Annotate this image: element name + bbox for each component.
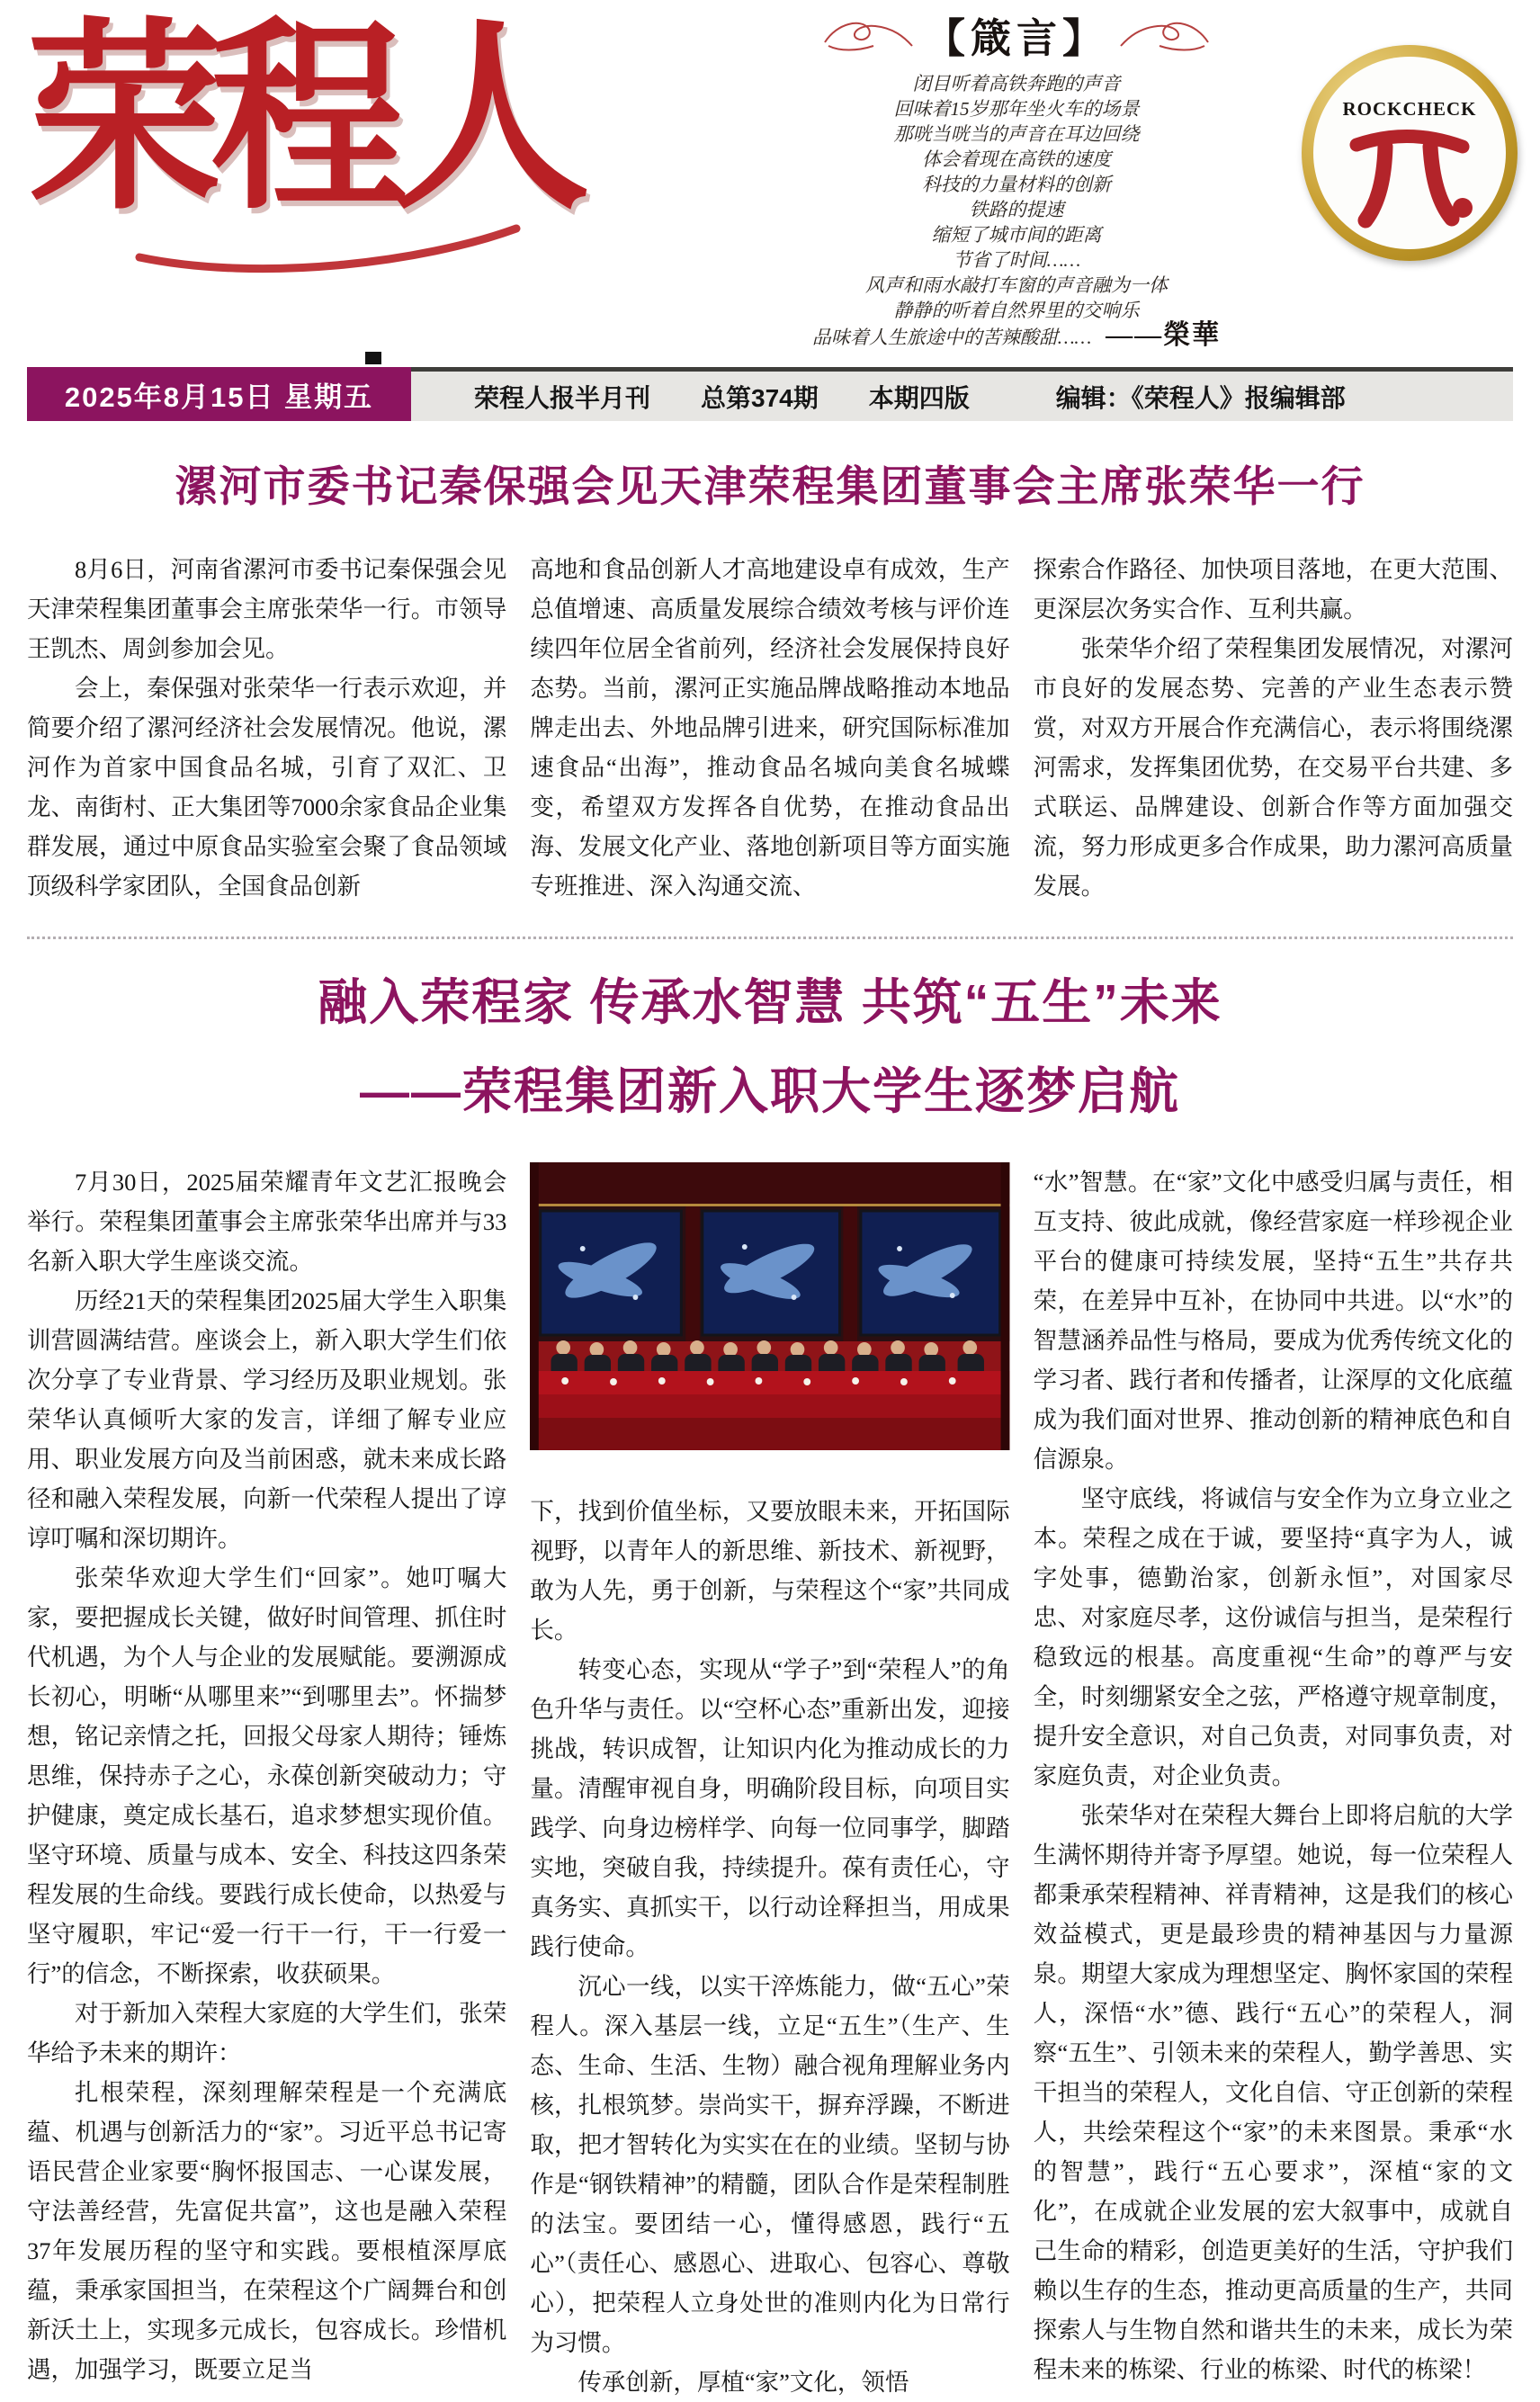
article-2-headline-line2: ——荣程集团新入职大学生逐梦启航 xyxy=(359,1063,1180,1119)
issue-info-bar xyxy=(411,367,1513,421)
editor-credit: 编辑：《荣程人》报编辑部 xyxy=(1055,383,1346,412)
paragraph: 张荣华对在荣程大舞台上即将启航的大学生满怀期待并寄予厚望。她说，每一位荣程人都秉承荣程精神、祥青精神，这是我们的核心效益模式，更是最珍贵的精神基因与力量源泉。期望大家成为理想坚定、胸怀家国的荣程人，深悟“水”德、践行“五心”的荣程人，洞察“五生”、引领未来的荣程人，勤学善思、实干担当的荣程人，文化自信、守正创新的荣程人，共绘荣程这个“家”的未来图景。秉承“水的智慧”，践行“五心要求”，深植“家的文化”，在成就企业发展的宏大叙事中，成就自己生命的精彩，创造更美好的生活，守护我们赖以生存的生态，推动更高质量的生产，共同探索人与生物自然和谐共生的未来，成长为荣程未来的栋梁、行业的栋梁、时代的栋梁！ xyxy=(1033,1802,1513,2383)
issue-number: 总第374期 xyxy=(701,383,819,412)
article-1-column-3 xyxy=(1034,550,1513,906)
article-2-column-2 xyxy=(530,1162,1009,2402)
rockcheck-logo xyxy=(1302,45,1518,261)
article-2-headline-line1: 融入荣程家 传承水智慧 共筑“五生”未来 xyxy=(318,974,1222,1030)
logo-inner-disc xyxy=(1313,57,1506,249)
poem-line: 体会着现在高铁的速度 xyxy=(922,148,1111,170)
poem-signature: ——榮華 xyxy=(1106,320,1222,350)
paragraph: 扎根荣程，深刻理解荣程是一个充满底蕴、机遇与创新活力的“家”。习近平总书记寄语民营企业家要“胸怀报国志、一心谋发展，守法善经营，先富促共富”，这也是融入荣程37年发展历程的坚守和实践。要根植深厚底蕴，秉承家国担当，在荣程这个广阔舞台和创新沃土上，实现多元成长，包容成长。珍惜机遇，加强学习，既要立足当 xyxy=(27,2079,507,2383)
date-box: 2025年8月15日 星期五 xyxy=(27,367,411,421)
poem-line: 科技的力量材料的创新 xyxy=(922,174,1111,195)
paragraph: 张荣华欢迎大学生们“回家”。她叮嘱大家，要把握成长关键，做好时间管理、抓住时代机遇，为个人与企业的发展赋能。要溯源成长初心，明晰“从哪里来”“到哪里去”。怀揣梦想，铭记亲情之托，回报父母家人期待；锤炼思维，保持赤子之心，永葆创新突破动力；守护健康，奠定成长基石，追求梦想实现价值。坚守环境、质量与成本、安全、科技这四条荣程发展的生命线。要践行成长使命，以热爱与坚守履职，牢记“爱一行干一行，干一行爱一行”的信念，不断探索，收获硕果。 xyxy=(27,1564,507,1987)
section-divider xyxy=(27,937,1513,939)
paragraph: 对于新加入荣程大家庭的大学生们，张荣华给予未来的期许： xyxy=(27,2000,507,2066)
poem-last-line xyxy=(697,320,1336,350)
pi-symbol-icon xyxy=(1348,125,1473,231)
poem-line: 静静的听着自然界里的交响乐 xyxy=(893,300,1140,321)
motto-poem xyxy=(697,71,1336,350)
flourish-left-icon xyxy=(821,15,916,55)
paragraph: 坚守底线，将诚信与安全作为立身立业之本。荣程之成在于诚，要坚持“真字为人，诚字处事，德勤治家，创新永恒”，对国家尽忠、对家庭尽孝，这份诚信与担当，是荣程行稳致远的根基。高度重视“生命”的尊严与安全，时刻绷紧安全之弦，严格遵守规章制度，提升安全意识，对自己负责，对同事负责，对家庭负责，对企业负责。 xyxy=(1033,1485,1513,1789)
article-1-headline: 漯河市委书记秦保强会见天津荣程集团董事会主席张荣华一行 xyxy=(175,462,1365,510)
poem-line: 回味着15岁那年坐火车的场景 xyxy=(893,98,1140,120)
page-content xyxy=(27,437,1513,2402)
article-1 xyxy=(27,453,1513,906)
article-2 xyxy=(27,963,1513,2402)
paragraph: 传承创新，厚植“家”文化，领悟 xyxy=(578,2369,909,2396)
paragraph: 8月6日，河南省漯河市委书记秦保强会见天津荣程集团董事会主席张荣华一行。市领导王凯杰、周剑参加会见。 xyxy=(27,556,507,662)
publication-name: 荣程人报半月刊 xyxy=(474,383,651,412)
article-2-headline xyxy=(27,963,1513,1123)
paragraph: 沉心一线，以实干淬炼能力，做“五心”荣程人。深入基层一线，立足“五生”（生产、生态、生命、生活、生物）融合视角理解业务内核，扎根筑梦。崇尚实干，摒弃浮躁，不断进取，把才智转化为实实在在的业绩。坚韧与协作是“钢铁精神”的精髓，团队合作是荣程制胜的法宝。要团结一心，懂得感恩，践行“五心”（责任心、感恩心、进取心、包容心、尊敬心），把荣程人立身处世的准则内化为日常行为习惯。 xyxy=(530,1973,1010,2356)
paragraph: 转变心态，实现从“学子”到“荣程人”的角色升华与责任。以“空杯心态”重新出发，迎接挑战，转识成智，让知识内化为推动成长的力量。清醒审视自身，明确阶段目标，向项目实践学、向身边榜样学、向每一位同事学，脚踏实地，突破自我，持续提升。葆有责任心，守真务实、真抓实干，以行动诠释担当，用成果践行使命。 xyxy=(530,1656,1010,1960)
registration-mark xyxy=(365,352,381,364)
poem-line: 缩短了城市间的距离 xyxy=(931,224,1102,246)
logo-wordmark: ROCKCHECK xyxy=(1342,98,1477,120)
paragraph: 历经21天的荣程集团2025届大学生入职集训营圆满结营。座谈会上，新入职大学生们依次分享了专业背景、学习经历及职业规划。张荣华认真倾听大家的发言，详细了解专业应用、职业发展方向及当前困惑，就未来成长路径和融入荣程发展，向新一代荣程人提出了谆谆叮嘱和深切期许。 xyxy=(27,1287,507,1552)
motto-box xyxy=(697,5,1336,350)
poem-line: 品味着人生旅途中的苦辣酸甜…… xyxy=(811,327,1092,348)
paragraph: 会上，秦保强对张荣华一行表示欢迎，并简要介绍了漯河经济社会发展情况。他说，漯河作为首家中国食品名城，引育了双汇、卫龙、南街村、正大集团等7000余家食品企业集群发展，通过中原食品实验室会聚了食品领域顶级科学家团队，全国食品创新 xyxy=(27,675,507,900)
paragraph: 探索合作路径、加快项目落地，在更大范围、更深层次务实合作、互利共赢。 xyxy=(1033,556,1513,623)
flourish-right-icon xyxy=(1117,15,1212,55)
article-1-column-1 xyxy=(27,550,506,906)
stage-screens xyxy=(541,1211,1000,1335)
paragraph: 下，找到价值坐标，又要放眼未来，开拓国际视野，以青年人的新思维、新技术、新视野，敢为人先，勇于创新，与荣程这个“家”共同成长。 xyxy=(530,1498,1010,1644)
poem-line: 节省了时间…… xyxy=(952,249,1081,271)
conference-photo xyxy=(530,1162,1009,1450)
paragraph: 张荣华介绍了荣程集团发展情况，对漯河市良好的发展态势、完善的产业生态表示赞赏，对双方开展合作充满信心，表示将围绕漯河需求，发挥集团优势，在交易平台共建、多式联运、品牌建设、创新合作等方面加强交流，努力形成更多合作成果，助力漯河高质量发展。 xyxy=(1033,635,1513,900)
edition-label: 本期四版 xyxy=(868,383,970,412)
article-2-column-3 xyxy=(1034,1162,1513,2402)
poem-line: 铁路的提速 xyxy=(969,199,1064,220)
article-2-column-1 xyxy=(27,1162,506,2402)
masthead xyxy=(0,0,1540,364)
dateline-bar xyxy=(27,367,1513,421)
newspaper-title: 荣程人 xyxy=(27,0,578,238)
poem-line: 闭目听着高铁奔跑的声音 xyxy=(912,73,1121,94)
paragraph: “水”智慧。在“家”文化中感受归属与责任，相互支持、彼此成就，像经营家庭一样珍视企业平台的健康可持续发展，坚持“五生”共存共荣，在差异中互补，在协同中共进。以“水”的智慧涵养品性与格局，要成为优秀传统文化的学习者、践行者和传播者，让深厚的文化底蕴成为我们面对世界、推动创新的精神底色和自信源泉。 xyxy=(1033,1169,1513,1473)
paragraph: 高地和食品创新人才高地建设卓有成效，生产总值增速、高质量发展综合绩效考核与评价连续四年位居全省前列，经济社会发展保持良好态势。当前，漯河正实施品牌战略推动本地品牌走出去、外地品牌引进来，研究国际标准加速食品“出海”，推动食品名城向美食名城蝶变，希望双方发挥各自优势，在推动食品出海、发展文化产业、落地创新项目等方面实施专班推进、深入沟通交流、 xyxy=(530,556,1010,900)
poem-line: 那咣当咣当的声音在耳边回绕 xyxy=(893,123,1140,145)
paragraph: 7月30日，2025届荣耀青年文艺汇报晚会举行。荣程集团董事会主席张荣华出席并与33名新入职大学生座谈交流。 xyxy=(27,1169,507,1275)
article-1-column-2 xyxy=(530,550,1009,906)
calligraphy-sweep-stroke xyxy=(135,223,522,286)
motto-heading: 【箴言】 xyxy=(924,16,1108,61)
poem-line: 风声和雨水敲打车窗的声音融为一体 xyxy=(865,274,1168,296)
